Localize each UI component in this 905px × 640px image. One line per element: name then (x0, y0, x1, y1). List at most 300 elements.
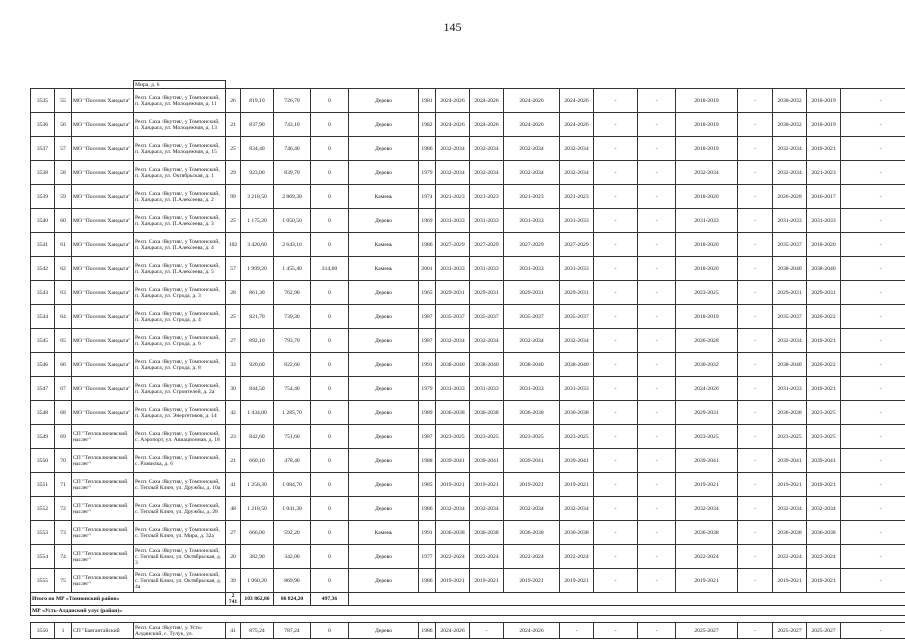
cell-c15: - (594, 497, 638, 521)
cell-c3: МО "Поселок Хандыга" (72, 89, 134, 113)
cell-c16: - (638, 161, 676, 185)
cell-c11: 2021-2023 (436, 185, 470, 209)
cell-c6: 920,60 (241, 353, 274, 377)
cell-c16: - (638, 257, 676, 281)
cell-c21: - (841, 353, 905, 377)
cell-c16: - (638, 137, 676, 161)
continuation-row (31, 81, 905, 89)
cell-c2: 62 (55, 257, 72, 281)
cell-c18: - (738, 89, 773, 113)
cell-c10: 1985 (419, 473, 436, 497)
cell-c4: Респ. Саха /Якутия/, у Томпонский, п. Хандыга, ул. Молодежная, д. 13 (134, 113, 226, 137)
cell-c8: 0 (311, 89, 349, 113)
cell-c19: 2031-2033 (773, 377, 807, 401)
cell-c13: 2032-2034 (504, 329, 560, 353)
cell-c3: СП "Теплоключевский наслег" (72, 473, 134, 497)
subtotal-empty (349, 593, 905, 606)
cell-c20: 2021-2023 (807, 161, 841, 185)
cell-c14: 2032-2034 (560, 137, 594, 161)
cell-c1: 3556 (31, 623, 55, 639)
cell-c2: 61 (55, 233, 72, 257)
table-row (31, 449, 905, 473)
cell-c10: 1987 (419, 329, 436, 353)
subtotal-living-area: 86 824,20 (274, 593, 311, 606)
cell-c14: 2022-2024 (560, 545, 594, 569)
cell-c13: 2019-2021 (504, 569, 560, 593)
cell-c13: 2032-2034 (504, 497, 560, 521)
cell-c6: 861,30 (241, 281, 274, 305)
cell-c3: СП "Теплоключевский наслег" (72, 521, 134, 545)
cell-c10: 1991 (419, 521, 436, 545)
cell-c13: 2022-2024 (504, 545, 560, 569)
cell-c7: 1 084,70 (274, 473, 311, 497)
cell-c3: МО "Поселок Хандыга" (72, 137, 134, 161)
cell-c9: Дерево (349, 137, 419, 161)
cell-c3: МО "Поселок Хандыга" (72, 209, 134, 233)
cell-c10: 1982 (419, 113, 436, 137)
cell-c21: - (841, 329, 905, 353)
cell-c1: 3537 (31, 137, 55, 161)
cell-c18: - (738, 377, 773, 401)
cell-c6: 834,40 (241, 137, 274, 161)
cell-c5: 102 (226, 233, 241, 257)
table-row (31, 209, 905, 233)
cell-c11: 2032-2034 (436, 497, 470, 521)
cell-c1: 3541 (31, 233, 55, 257)
cell-c8: 0 (311, 497, 349, 521)
table-row (31, 89, 905, 113)
cell-c1: 3538 (31, 161, 55, 185)
cell-c5: 41 (226, 623, 241, 639)
cell-c10: 1986 (419, 569, 436, 593)
cell-c16: - (638, 305, 676, 329)
cell-c20: 2016-2017 (807, 185, 841, 209)
section-title: МР «Усть-Алданский улус (район)» (31, 606, 905, 616)
cell-c4: Респ. Саха /Якутия/, у Томпонский, с. Теплый Ключ, ул. Дружбы, д. 28 (134, 497, 226, 521)
page-number: 145 (443, 20, 462, 34)
cell-c9: Камень (349, 233, 419, 257)
cell-c14: 2029-2031 (560, 281, 594, 305)
cell-c21: - (841, 233, 905, 257)
cell-c4: Респ. Саха /Якутия/, у Томпонский, с. Развилка, д. 6 (134, 449, 226, 473)
cell-c19: 2026-2028 (773, 185, 807, 209)
table-row (31, 473, 905, 497)
cell-c15: - (594, 305, 638, 329)
cell-c15: - (594, 545, 638, 569)
cell-c20: 2020-2022 (807, 353, 841, 377)
cell-c10: 1988 (419, 449, 436, 473)
cell-c13: 2031-2033 (504, 377, 560, 401)
table-row (31, 113, 905, 137)
cell-c17: 2018-2020 (676, 257, 738, 281)
cell-c7: 793,70 (274, 329, 311, 353)
cell-c16: - (638, 425, 676, 449)
cell-c10: 1981 (419, 89, 436, 113)
cell-c8: 0 (311, 329, 349, 353)
cell-c13: 2024-2026 (504, 623, 560, 639)
cell-c20: 2019-2021 (807, 329, 841, 353)
cell-c10: 1965 (419, 281, 436, 305)
cell-c2: 75 (55, 569, 72, 593)
cell-c15: - (594, 521, 638, 545)
cell-c15: - (594, 425, 638, 449)
cell-c18: - (738, 305, 773, 329)
cell-c8: 0 (311, 281, 349, 305)
cell-c20: 2023-2025 (807, 425, 841, 449)
cell-c8: 0 (311, 233, 349, 257)
cell-c19: 2036-2038 (773, 401, 807, 425)
cell-c18: - (738, 329, 773, 353)
cell-c14: 2036-2038 (560, 401, 594, 425)
cell-c18: - (738, 161, 773, 185)
cell-c6: 382,90 (241, 545, 274, 569)
cell-c19: 2019-2021 (773, 473, 807, 497)
cell-c12: 2031-2033 (470, 377, 504, 401)
cell-c10: 1979 (419, 377, 436, 401)
cell-c17: 2023-2025 (676, 425, 738, 449)
cell-c13: 2038-2040 (504, 353, 560, 377)
cell-c1: 3535 (31, 89, 55, 113)
cell-c13: 2024-2026 (504, 89, 560, 113)
cell-c14: 2024-2026 (560, 89, 594, 113)
cell-c12: 2024-2026 (470, 89, 504, 113)
cell-c12: 2035-2037 (470, 305, 504, 329)
cell-c5: 48 (226, 497, 241, 521)
cell-c21: - (841, 305, 905, 329)
cell-c1: 3545 (31, 329, 55, 353)
cell-c20: 2038-2040 (807, 257, 841, 281)
cell-c19: 2039-2041 (773, 449, 807, 473)
cell-c18: - (738, 209, 773, 233)
cell-c21: - (841, 89, 905, 113)
cell-c20: 2018-2020 (807, 233, 841, 257)
cell-c1: 3551 (31, 473, 55, 497)
cell-c7: 746,40 (274, 137, 311, 161)
cell-c18: - (738, 425, 773, 449)
cell-c3: СП "Теплоключевский наслег" (72, 545, 134, 569)
cell-c1: 3543 (31, 281, 55, 305)
cell-c5: 28 (226, 281, 241, 305)
cell-c12: 2039-2041 (470, 449, 504, 473)
cell-c20: 2019-2021 (807, 137, 841, 161)
cell-c16: - (638, 497, 676, 521)
cell-c14: - (560, 623, 594, 639)
cell-c16: - (638, 113, 676, 137)
table-row (31, 281, 905, 305)
cell-c6: 1 999,20 (241, 257, 274, 281)
cell-c12: 2022-2024 (470, 545, 504, 569)
cell-c19: 2025-2027 (773, 623, 807, 639)
cell-c3: СП "Баягантайский (72, 623, 134, 639)
cell-c18: - (738, 449, 773, 473)
cell-c11: 2029-2031 (436, 281, 470, 305)
cell-c6: 1 175,20 (241, 209, 274, 233)
cell-c8: 0 (311, 185, 349, 209)
cell-c1: 3552 (31, 497, 55, 521)
cell-c13: 2039-2041 (504, 449, 560, 473)
cell-c17: 2026-2028 (676, 329, 738, 353)
cell-c13: 2032-2034 (504, 161, 560, 185)
cell-c6: 1 256,30 (241, 473, 274, 497)
cell-c15: - (594, 353, 638, 377)
cell-c21: - (841, 281, 905, 305)
cell-c19: 2032-2034 (773, 137, 807, 161)
cell-c3: МО "Поселок Хандыга" (72, 401, 134, 425)
cell-c10: 1986 (419, 233, 436, 257)
table-row (31, 401, 905, 425)
table-row (31, 233, 905, 257)
cell-c9: Дерево (349, 449, 419, 473)
cell-c13: 2036-2038 (504, 521, 560, 545)
cell-c3: МО "Поселок Хандыга" (72, 329, 134, 353)
cell-c1: 3546 (31, 353, 55, 377)
cell-c3: СП "Теплоключевский наслег" (72, 449, 134, 473)
cell-c11: 2032-2034 (436, 329, 470, 353)
cell-c17: 2032-2034 (676, 161, 738, 185)
cell-c19: 2035-2037 (773, 233, 807, 257)
cell-c5: 41 (226, 473, 241, 497)
cell-c13: 2032-2034 (504, 137, 560, 161)
cell-c21: - (841, 425, 905, 449)
cell-c3: МО "Поселок Хандыга" (72, 113, 134, 137)
cell-c4: Респ. Саха /Якутия/, у Томпонский, п. Хандыга, ул. Строда, д. 6 (134, 329, 226, 353)
cell-c16: - (638, 521, 676, 545)
cell-c20: 2032-2034 (807, 497, 841, 521)
cell-c17: 2022-2024 (676, 545, 738, 569)
cell-c7: 726,70 (274, 89, 311, 113)
cell-c18: - (738, 497, 773, 521)
cell-c4: Респ. Саха /Якутия/, у Томпонский, с. Теплый Ключ, ул. Октябрьская, д. 3 (134, 545, 226, 569)
cell-c7: 342,00 (274, 545, 311, 569)
cell-c1: 3549 (31, 425, 55, 449)
cell-c4: Респ. Саха /Якутия/, у Томпонский, п. Хандыга, ул. П.Алексеева, д. 3 (134, 209, 226, 233)
cell-c6: 3 218,50 (241, 185, 274, 209)
cell-c12: 2036-2038 (470, 401, 504, 425)
cell-c14: 2019-2021 (560, 473, 594, 497)
cell-c4: Респ. Саха /Якутия/, у Томпонский, с. Теплый Ключ, ул. Октябрьская, д. 4а (134, 569, 226, 593)
cell-c7: 869,90 (274, 569, 311, 593)
cell-c9: Дерево (349, 89, 419, 113)
cell-c10: 1989 (419, 401, 436, 425)
cell-c7: 1 455,40 (274, 257, 311, 281)
cell-c13: 2036-2038 (504, 401, 560, 425)
cell-c10: 1987 (419, 425, 436, 449)
cell-c5: 99 (226, 185, 241, 209)
cell-c16: - (638, 89, 676, 113)
cell-c1: 3554 (31, 545, 55, 569)
cell-c16: - (638, 623, 676, 639)
cell-c18: - (738, 569, 773, 593)
cell-c14: 2039-2041 (560, 449, 594, 473)
cell-c15: - (594, 209, 638, 233)
table-row (31, 185, 905, 209)
cell-c17: 2031-2033 (676, 209, 738, 233)
subtotal-area: 103 862,86 (241, 593, 274, 606)
cell-c5: 25 (226, 137, 241, 161)
cell-c6: 1 060,20 (241, 569, 274, 593)
cell-c17: 2029-2031 (676, 401, 738, 425)
cell-c6: 3 420,60 (241, 233, 274, 257)
cell-c15: - (594, 623, 638, 639)
cell-c16: - (638, 473, 676, 497)
cell-c12: 2031-2033 (470, 209, 504, 233)
cell-c16: - (638, 449, 676, 473)
subtotal-nonresidential: 497,36 (311, 593, 349, 606)
table-row (31, 497, 905, 521)
cell-c4: Респ. Саха /Якутия/, у Томпонский, п. Хандыга, ул. П.Алексеева, д. 5 (134, 257, 226, 281)
cell-c15: - (594, 185, 638, 209)
cell-c18: - (738, 185, 773, 209)
cell-c12: 2036-2038 (470, 521, 504, 545)
cell-c2: 70 (55, 449, 72, 473)
cell-c5: 23 (226, 425, 241, 449)
cell-c21: - (841, 209, 905, 233)
cell-c15: - (594, 89, 638, 113)
table-row (31, 305, 905, 329)
cell-c21: - (841, 257, 905, 281)
cell-c7: 2 869,30 (274, 185, 311, 209)
cell-c18: - (738, 401, 773, 425)
cell-c4: Респ. Саха /Якутия/, у Томпонский, п. Хандыга, ул. Октябрьская, д. 1 (134, 161, 226, 185)
cell-c7: 743,10 (274, 113, 311, 137)
cell-c14: 2035-2037 (560, 305, 594, 329)
cell-c1: 3547 (31, 377, 55, 401)
cell-c2: 57 (55, 137, 72, 161)
cell-c8: 0 (311, 569, 349, 593)
cell-c12: 2019-2021 (470, 473, 504, 497)
cell-c3: МО "Поселок Хандыга" (72, 233, 134, 257)
cell-c10: 1974 (419, 185, 436, 209)
cell-c8: 0 (311, 473, 349, 497)
cell-c9: Камень (349, 185, 419, 209)
cell-c2: 1 (55, 623, 72, 639)
cell-c4: Респ. Саха /Якутия/, у Томпонский, с. Аэропорт, ул. Авиационная, д. 18 (134, 425, 226, 449)
cell-c8: 0 (311, 377, 349, 401)
cell-c4: Респ. Саха /Якутия/, у Томпонский, п. Хандыга, ул. Строда, д. 3 (134, 281, 226, 305)
cell-c19: 2019-2021 (773, 569, 807, 593)
cell-c1: 3550 (31, 449, 55, 473)
cell-c19: 2031-2033 (773, 209, 807, 233)
cell-c4: Респ. Саха /Якутия/, у Томпонский, п. Хандыга, ул. Энергетиков, д. 14 (134, 401, 226, 425)
cell-c5: 30 (226, 377, 241, 401)
cell-c11: 2031-2033 (436, 377, 470, 401)
cell-c19: 2030-2032 (773, 89, 807, 113)
cell-c14: 2031-2033 (560, 377, 594, 401)
cell-c17: 2018-2020 (676, 233, 738, 257)
cell-c3: СП "Теплоключевский наслег" (72, 497, 134, 521)
cell-c20: 2022-2024 (807, 545, 841, 569)
cell-c20: 2019-2021 (807, 569, 841, 593)
table-row (31, 521, 905, 545)
cell-c8: 0 (311, 521, 349, 545)
cell-c10: 1969 (419, 209, 436, 233)
cell-c8: 0 (311, 623, 349, 639)
page-gap (31, 616, 905, 623)
cell-c15: - (594, 257, 638, 281)
cell-c2: 58 (55, 161, 72, 185)
cell-c19: 2035-2037 (773, 305, 807, 329)
cell-c5: 25 (226, 209, 241, 233)
cell-c5: 20 (226, 545, 241, 569)
cell-c3: СП "Теплоключевский наслег" (72, 569, 134, 593)
cell-c19: 2023-2025 (773, 425, 807, 449)
cell-c20: 2039-2041 (807, 449, 841, 473)
cell-c5: 42 (226, 401, 241, 425)
table-row (31, 257, 905, 281)
cell-c12: 2032-2034 (470, 137, 504, 161)
cell-c6: 821,70 (241, 305, 274, 329)
cell-c19: 2030-2032 (773, 113, 807, 137)
cell-c16: - (638, 353, 676, 377)
cell-c21: - (841, 137, 905, 161)
cell-c12: 2032-2034 (470, 161, 504, 185)
cell-c4: Респ. Саха /Якутия/, у. Усть-Алданский, с. Тулук, ул. (134, 623, 226, 639)
cell-c6: 666,00 (241, 521, 274, 545)
cell-c13: 2019-2021 (504, 473, 560, 497)
section-header-row (31, 606, 905, 616)
cell-c1: 3548 (31, 401, 55, 425)
cell-c4: Респ. Саха /Якутия/, у Томпонский, п. Хандыга, ул. П.Алексеева, д. 4 (134, 233, 226, 257)
cell-c11: 2024-2026 (436, 113, 470, 137)
cell-c21: - (841, 401, 905, 425)
cell-c2: 67 (55, 377, 72, 401)
cell-c21: - (841, 623, 905, 639)
cell-c10: 1977 (419, 545, 436, 569)
cell-c4: Респ. Саха /Якутия/, у Томпонский, с. Теплый Ключ, ул. Мира, д. 32а (134, 521, 226, 545)
cell-c11: 2036-2038 (436, 521, 470, 545)
cell-c3: МО "Поселок Хандыга" (72, 377, 134, 401)
cell-c5: 27 (226, 329, 241, 353)
cell-c18: - (738, 233, 773, 257)
cell-c21: - (841, 545, 905, 569)
cell-c17: 2019-2021 (676, 473, 738, 497)
cell-c8: 0 (311, 209, 349, 233)
cell-c20: 2036-2038 (807, 521, 841, 545)
cell-c9: Дерево (349, 161, 419, 185)
cell-c2: 55 (55, 89, 72, 113)
cell-c11: 2032-2034 (436, 161, 470, 185)
cell-c5: 25 (226, 305, 241, 329)
cell-c5: 29 (226, 161, 241, 185)
cell-c16: - (638, 401, 676, 425)
cell-c10: 1979 (419, 161, 436, 185)
cell-c19: 2032-2034 (773, 497, 807, 521)
cell-c19: 2022-2024 (773, 545, 807, 569)
cell-c12: - (470, 623, 504, 639)
cell-c14: 2031-2033 (560, 209, 594, 233)
gap-cell (31, 616, 905, 623)
cell-c2: 68 (55, 401, 72, 425)
cell-c4: Респ. Саха /Якутия/, у Томпонский, п. Хандыга, ул. Молодежная, д. 11 (134, 89, 226, 113)
cell-c16: - (638, 329, 676, 353)
cell-c17: 2019-2021 (676, 569, 738, 593)
cell-c1: 3542 (31, 257, 55, 281)
cell-c17: 2018-2019 (676, 137, 738, 161)
subtotal-row (31, 593, 905, 606)
cell-c11: 2039-2041 (436, 449, 470, 473)
cell-c21: - (841, 497, 905, 521)
cell-c13: 2023-2025 (504, 425, 560, 449)
cell-c15: - (594, 113, 638, 137)
cell-c20: 2018-2019 (807, 113, 841, 137)
cell-c1: 3540 (31, 209, 55, 233)
cell-c9: Дерево (349, 113, 419, 137)
cell-c20: 2031-2033 (807, 209, 841, 233)
cell-c10: 1986 (419, 497, 436, 521)
cell-c7: 1 285,70 (274, 401, 311, 425)
cell-c15: - (594, 329, 638, 353)
subtotal-apartments: 2 741 (226, 593, 241, 606)
